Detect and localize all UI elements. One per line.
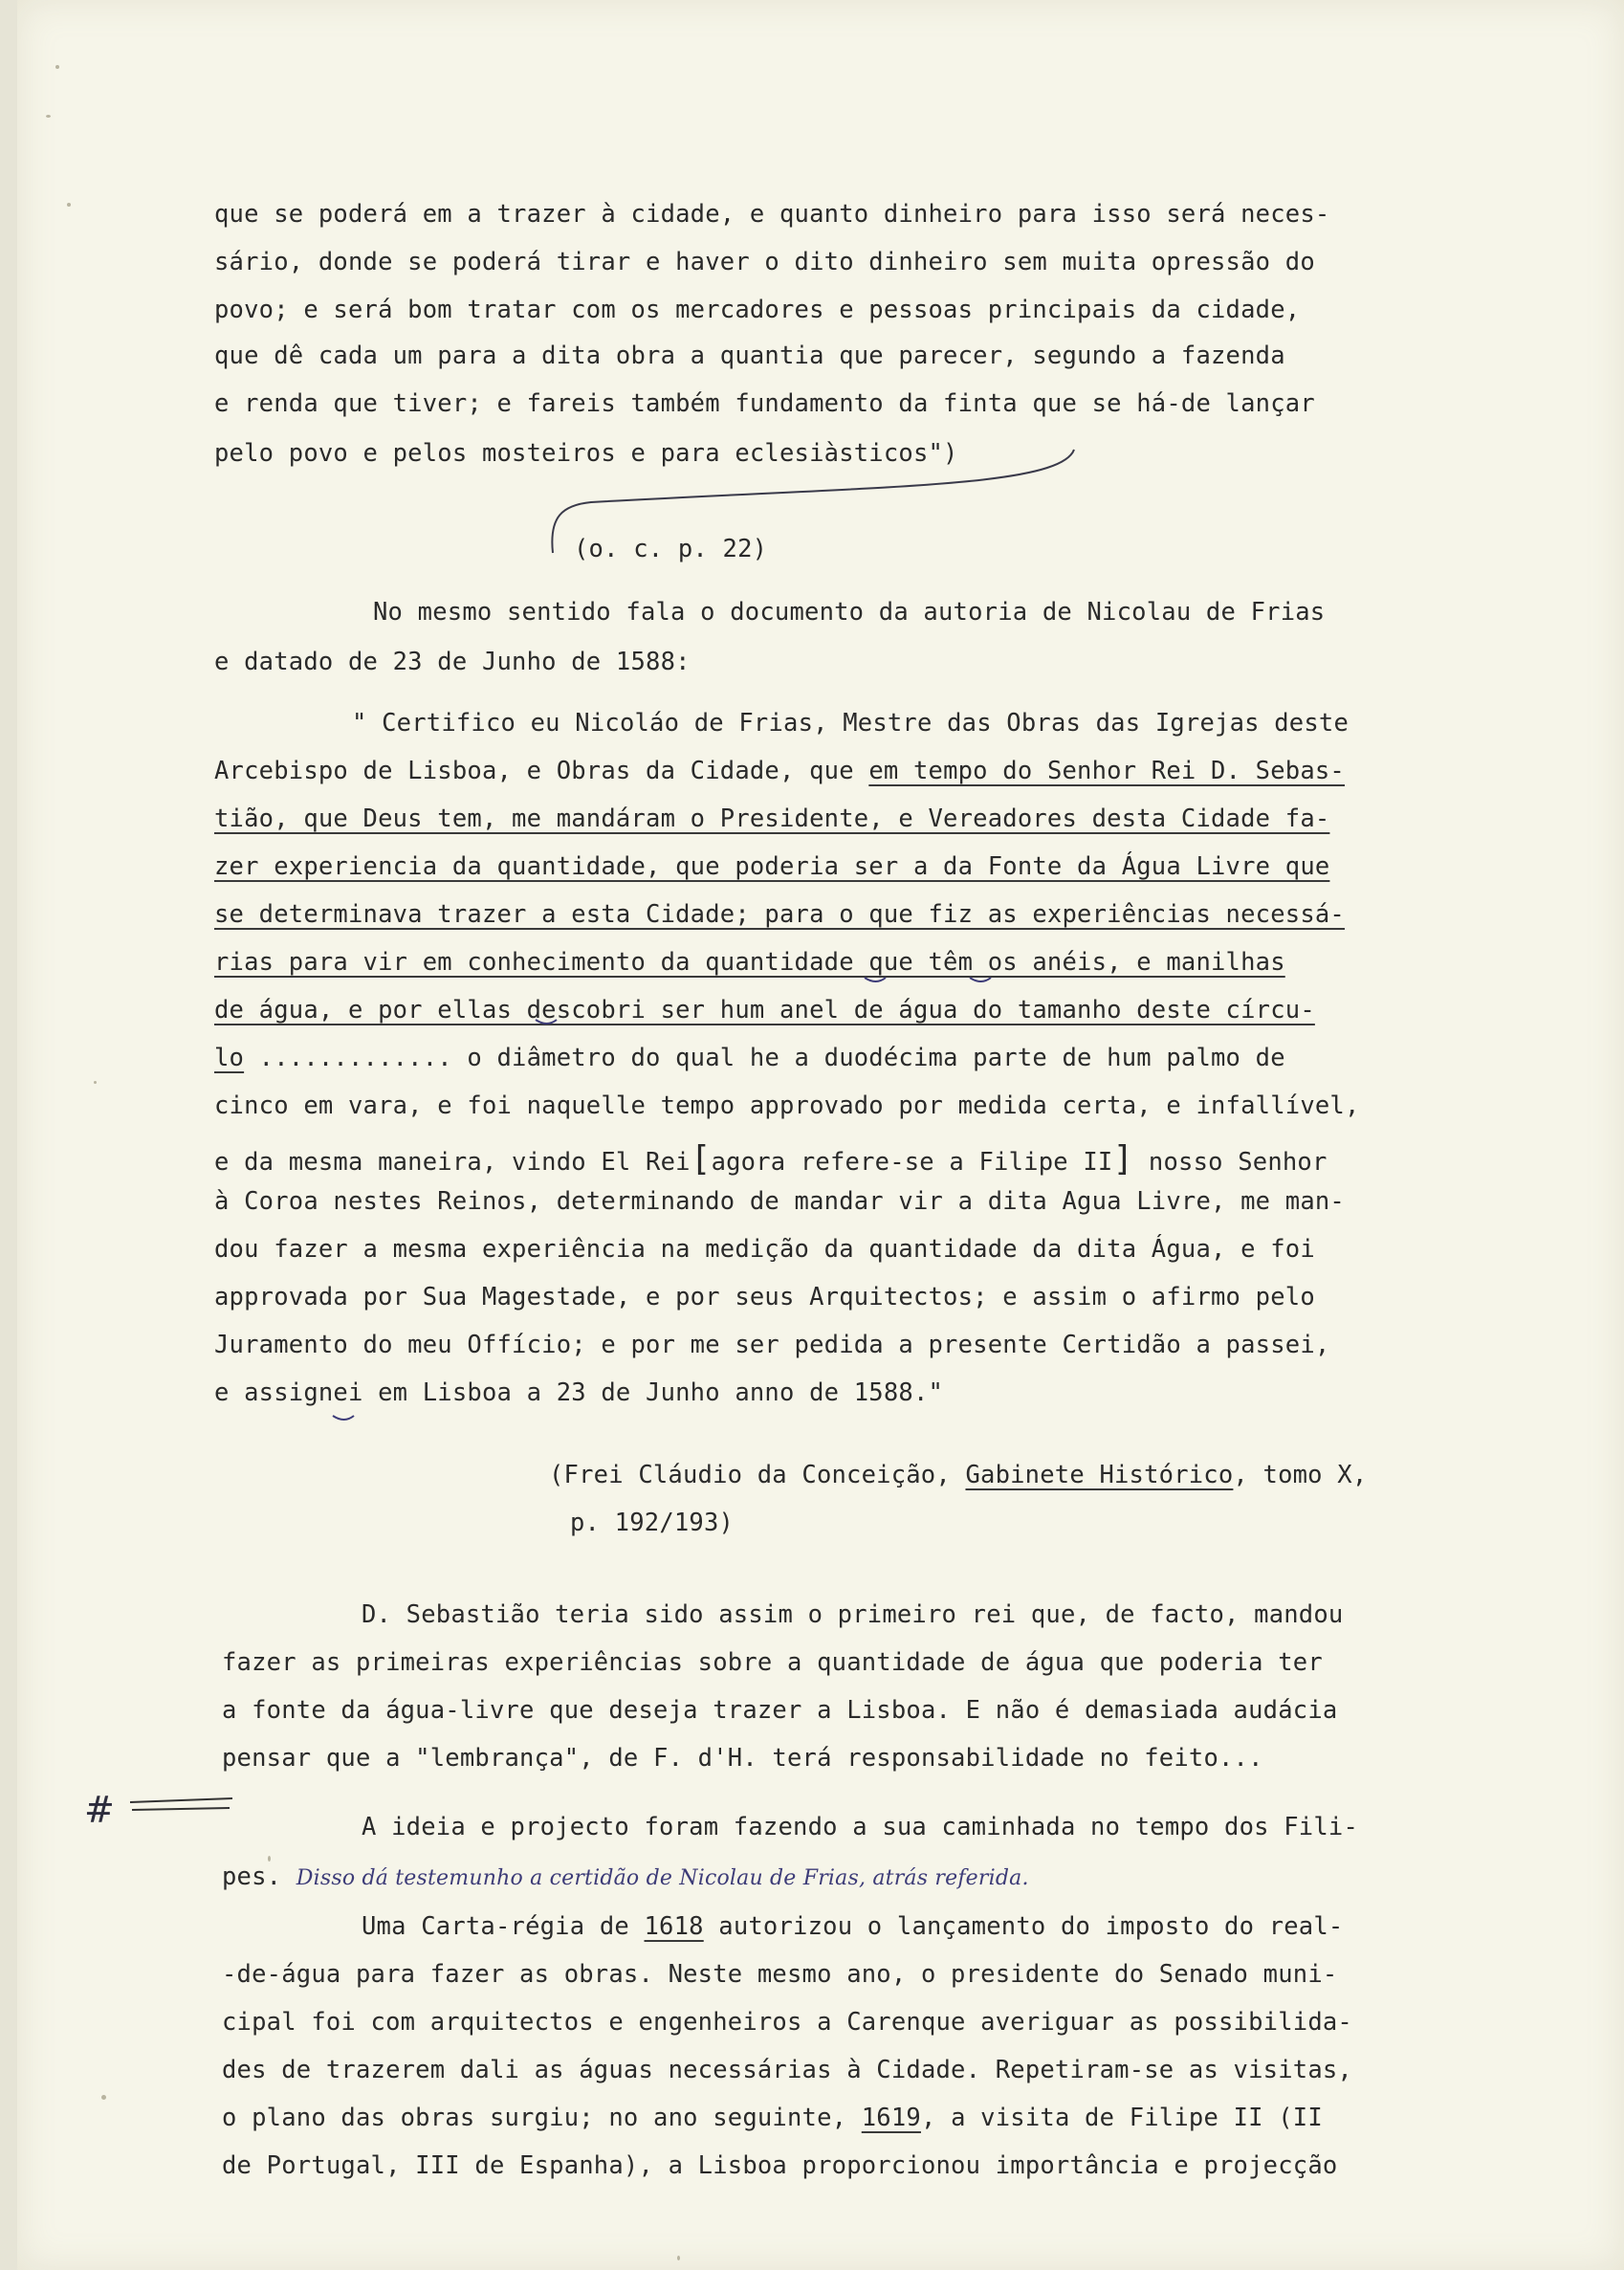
text-line	[214, 1044, 1285, 1072]
underlined-line: de água, e por ellas descobri ser hum anel de água do tamanho deste círcu-	[214, 996, 1315, 1025]
text-line: approvada por Sua Magestade, e por seus Arquitectos; e assim o afirmo pelo	[214, 1283, 1315, 1311]
ink-hash-underline	[130, 1798, 232, 1810]
underlined-line: rias para vir em conhecimento da quantidade que têm os anéis, e manilhas	[214, 948, 1285, 977]
text-segment: Arcebispo de Lisboa, e Obras da Cidade, que	[214, 757, 869, 785]
text-line: cipal foi com arquitectos e engenheiros a Carenque averiguar as possibilida-	[222, 2008, 1352, 2037]
text-line: pensar que a "lembrança", de F. d'H. terá responsabilidade no feito...	[222, 1744, 1263, 1773]
text-line: fazer as primeiras experiências sobre a quantidade de água que poderia ter	[222, 1648, 1323, 1677]
text-line: e assignei em Lisboa a 23 de Junho anno de 1588."	[214, 1378, 944, 1407]
text-line: " Certifico eu Nicoláo de Frias, Mestre das Obras das Igrejas deste	[352, 709, 1350, 738]
ink-small-curve	[333, 1416, 354, 1420]
paper-edge	[0, 0, 17, 2270]
text-segment: , a visita de Filipe II (II	[920, 2104, 1323, 2132]
text-line: Juramento do meu Offício; e por me ser pedida a presente Certidão a passei,	[214, 1331, 1330, 1359]
text-line: -de-água para fazer as obras. Neste mesmo ano, o presidente do Senado muni-	[222, 1960, 1338, 1989]
underlined-year: 1619	[861, 2104, 921, 2132]
text-line: No mesmo sentido fala o documento da autoria de Nicolau de Frias	[373, 598, 1326, 627]
text-line: sário, donde se poderá tirar e haver o dito dinheiro sem muita opressão do	[214, 248, 1315, 276]
text-segment: Uma Carta-régia de	[362, 1912, 645, 1941]
text-line: des de trazerem dali as águas necessárias à Cidade. Repetiram-se as visitas,	[222, 2056, 1352, 2084]
text-line	[222, 2106, 1323, 2131]
text-line: pelo povo e pelos mosteiros e para eclesiàsticos")	[214, 439, 958, 468]
text-line: à Coroa nestes Reinos, determinando de mandar vir a dita Agua Livre, me man-	[214, 1187, 1345, 1216]
ink-small-curve	[865, 978, 886, 981]
text-segment: ............. o diâmetro do qual he a duodécima parte de hum palmo de	[244, 1044, 1285, 1072]
text-line: cinco em vara, e foi naquelle tempo approvado por medida certa, e infallível,	[214, 1091, 1360, 1120]
underlined-segment: em tempo do Senhor Rei D. Sebas-	[868, 757, 1345, 785]
text-line	[214, 1139, 1328, 1179]
paper-speck	[677, 2256, 680, 2260]
right-bracket: ]	[1112, 1139, 1134, 1179]
text-line: que dê cada um para a dita obra a quantia que parecer, segundo a fazenda	[214, 342, 1285, 370]
text-line: povo; e será bom tratar com os mercadores e pessoas principais da cidade,	[214, 296, 1301, 324]
text-line	[362, 1912, 1344, 1941]
paper-speck	[94, 1081, 97, 1084]
left-bracket: [	[690, 1139, 712, 1179]
text-line: a fonte da água-livre que deseja trazer a Lisboa. E não é demasiada audácia	[222, 1696, 1338, 1725]
text-segment: pes.	[222, 1862, 282, 1891]
text-line: que se poderá em a trazer à cidade, e quanto dinheiro para isso será neces-	[214, 200, 1330, 229]
underlined-line: tião, que Deus tem, me mandáram o Presidente, e Vereadores desta Cidade fa-	[214, 804, 1330, 833]
text-line: A ideia e projecto foram fazendo a sua caminhada no tempo dos Fili-	[362, 1813, 1359, 1841]
text-line: p. 192/193)	[570, 1509, 735, 1537]
text-segment: e da mesma maneira, vindo El Rei	[214, 1148, 691, 1177]
underlined-year: 1618	[644, 1912, 704, 1941]
text-line	[214, 757, 1345, 785]
paper-speck	[268, 1856, 271, 1862]
paper-speck	[55, 65, 59, 69]
text-segment: o plano das obras surgiu; no ano seguinte,	[222, 2104, 862, 2132]
text-line: de Portugal, III de Espanha), a Lisboa proporcionou importância e projecção	[222, 2151, 1338, 2180]
text-line	[222, 1862, 1029, 1891]
underlined-line: se determinava trazer a esta Cidade; para o que fiz as experiências necessá-	[214, 900, 1345, 929]
paper-speck	[101, 2095, 106, 2100]
text-line	[549, 1461, 1368, 1489]
margin-mark: #	[84, 1789, 115, 1831]
citation: (o. c. p. 22)	[574, 535, 768, 563]
text-segment: (Frei Cláudio da Conceição,	[549, 1461, 966, 1489]
text-line: e datado de 23 de Junho de 1588:	[214, 648, 691, 676]
text-line: dou fazer a mesma experiência na medição da quantidade da dita Água, e foi	[214, 1235, 1315, 1264]
text-segment: , tomo X,	[1233, 1461, 1368, 1489]
underlined-segment: lo	[214, 1044, 245, 1072]
document-page	[17, 0, 1624, 2270]
paper-speck	[46, 115, 51, 118]
underlined-line: zer experiencia da quantidade, que poderia ser a da Fonte da Água Livre que	[214, 852, 1330, 881]
handwritten-note: Disso dá testemunho a certidão de Nicolau de Frias, atrás referida.	[296, 1866, 1029, 1890]
text-line: D. Sebastião teria sido assim o primeiro rei que, de facto, mandou	[362, 1600, 1344, 1629]
paper-speck	[67, 203, 71, 207]
editorial-note: agora refere-se a Filipe II	[711, 1148, 1113, 1177]
text-line: e renda que tiver; e fareis também fundamento da finta que se há-de lançar	[214, 389, 1315, 418]
text-segment: autorizou o lançamento do imposto do real-	[703, 1912, 1344, 1941]
book-title: Gabinete Histórico	[965, 1461, 1234, 1489]
text-segment: nosso Senhor	[1133, 1148, 1328, 1177]
ink-small-curve	[970, 978, 991, 981]
